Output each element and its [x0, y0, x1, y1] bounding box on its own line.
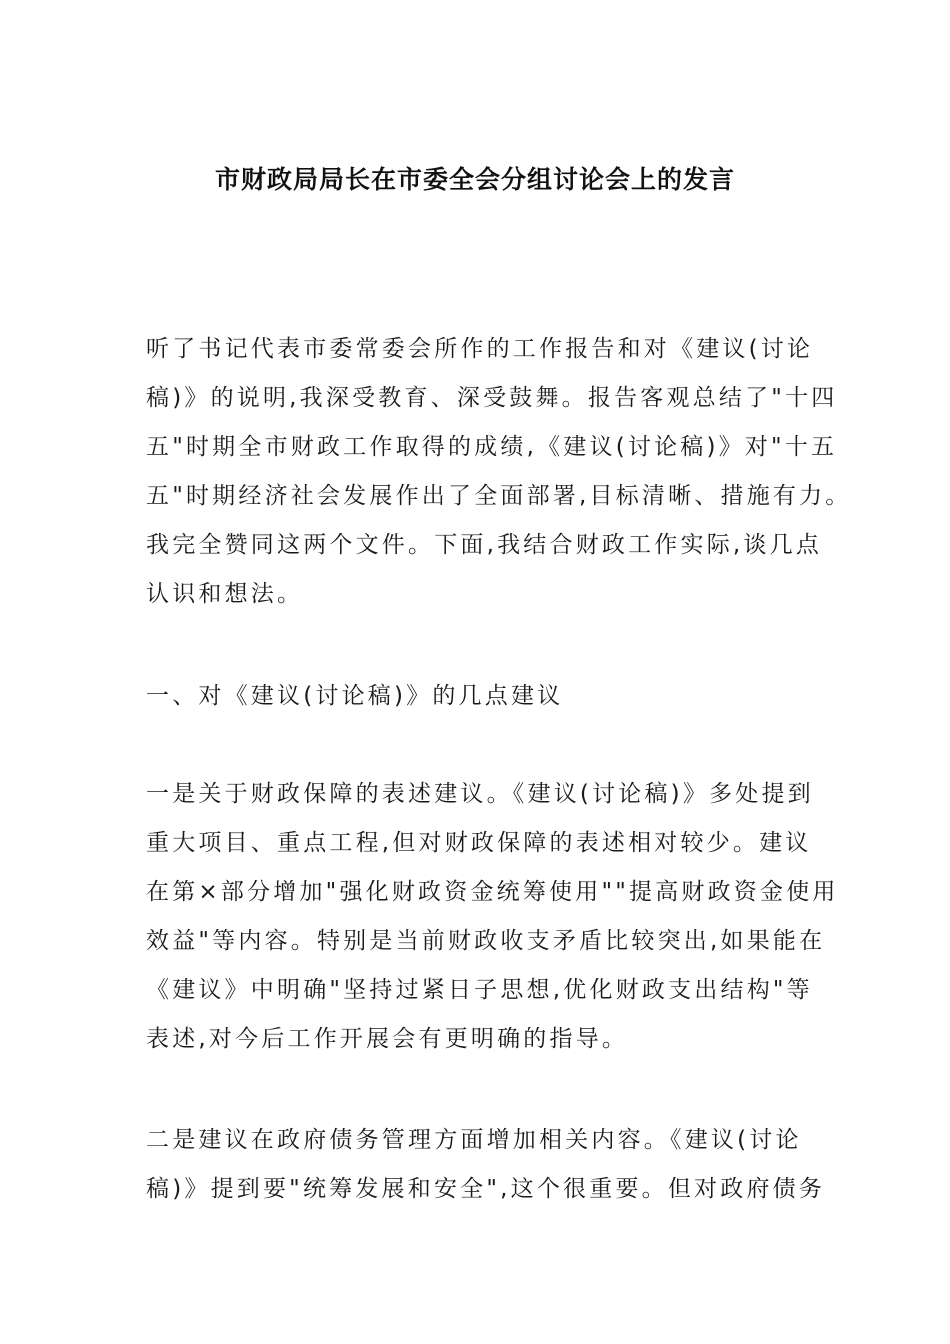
paragraph-line: 二是建议在政府债务管理方面增加相关内容。《建议(讨论: [146, 1127, 802, 1153]
paragraph-line: 重大项目、重点工程,但对财政保障的表述相对较少。建议: [146, 830, 812, 856]
section-heading-text: 一、对《建议(讨论稿)》的几点建议: [146, 683, 564, 709]
paragraph-line: 效益"等内容。特别是当前财政收支矛盾比较突出,如果能在: [146, 928, 826, 954]
paragraph-line: 我完全赞同这两个文件。下面,我结合财政工作实际,谈几点: [146, 532, 823, 558]
paragraph-line: 在第×部分增加"强化财政资金统筹使用""提高财政资金使用: [146, 879, 839, 905]
paragraph-intro: [146, 325, 852, 619]
paragraph-line: 认识和想法。: [146, 581, 304, 607]
paragraph-line: 听了书记代表市委常委会所作的工作报告和对《建议(讨论: [146, 336, 814, 362]
paragraph-fiscal-guarantee: [146, 770, 839, 1064]
paragraph-line: 五"时期经济社会发展作出了全面部署,目标清晰、措施有力。: [146, 483, 852, 509]
paragraph-line: 稿)》的说明,我深受教育、深受鼓舞。报告客观总结了"十四: [146, 385, 838, 411]
paragraph-line: 《建议》中明确"坚持过紧日子思想,优化财政支出结构"等: [146, 977, 813, 1003]
section-heading: [146, 672, 826, 721]
paragraph-line: 稿)》提到要"统筹发展和安全",这个很重要。但对政府债务: [146, 1176, 826, 1202]
paragraph-line: 一是关于财政保障的表述建议。《建议(讨论稿)》多处提到: [146, 781, 814, 807]
paragraph-line: 表述,对今后工作开展会有更明确的指导。: [146, 1026, 629, 1052]
paragraph-line: 五"时期全市财政工作取得的成绩,《建议(讨论稿)》对"十五: [146, 434, 838, 460]
paragraph-debt-management: [146, 1116, 826, 1214]
document-title: 市财政局局长在市委全会分组讨论会上的发言: [214, 165, 735, 194]
